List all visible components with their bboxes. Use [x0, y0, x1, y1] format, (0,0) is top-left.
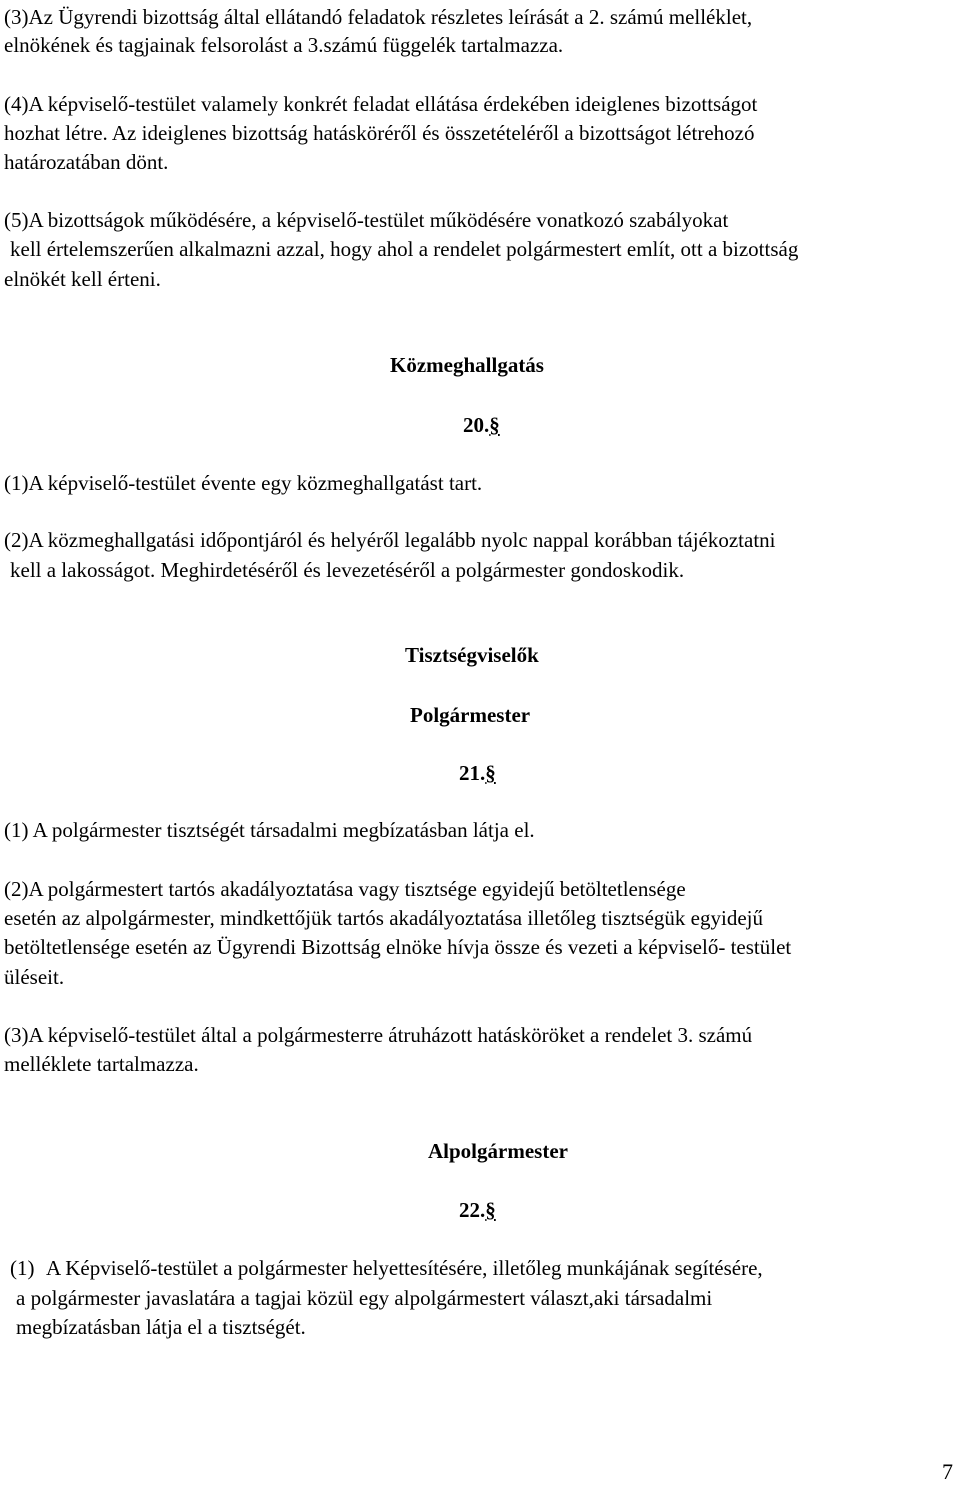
- section-21-paragraph-2-line-3: betöltetlensége esetén az Ügyrendi Bizottság elnöke hívja össze és vezeti a képviselő- testület: [4, 935, 792, 959]
- section-21-paragraph-3-line-2: melléklete tartalmazza.: [4, 1052, 199, 1076]
- paragraph-4-line-3: határozatában dönt.: [4, 150, 169, 174]
- section-sign: §: [485, 761, 496, 785]
- section-sign: §: [489, 413, 500, 437]
- section-22-paragraph-1-line-1: A Képviselő-testület a polgármester helyettesítésére, illetőleg munkájának segítésére,: [46, 1256, 763, 1280]
- section-21-paragraph-2-line-4: üléseit.: [4, 965, 65, 989]
- section-sign: §: [485, 1198, 496, 1222]
- section-22-paragraph-1-line-3: megbízatásban látja el a tisztségét.: [16, 1315, 306, 1339]
- section-20-paragraph-2-line-1: (2)A közmeghallgatási időpontjáról és helyéről legalább nyolc nappal korábban tájékoztatni: [4, 528, 776, 552]
- section-21-paragraph-1: (1) A polgármester tisztségét társadalmi megbízatásban látja el.: [4, 818, 535, 842]
- paragraph-3-line-1: (3)Az Ügyrendi bizottság által ellátandó feladatok részletes leírását a 2. számú melléklet,: [4, 5, 753, 29]
- section-22-paragraph-1-line-2: a polgármester javaslatára a tagjai közül egy alpolgármestert választ,aki társadalmi: [16, 1286, 713, 1310]
- paragraph-5-line-1: (5)A bizottságok működésére, a képviselő-testület működésére vonatkozó szabályokat: [4, 208, 729, 232]
- subheading-polgarmester: Polgármester: [410, 703, 531, 727]
- section-number-21: 21.§: [459, 761, 496, 785]
- section-22-paragraph-1-marker: (1): [10, 1256, 35, 1280]
- section-20-paragraph-2-line-2: kell a lakosságot. Meghirdetéséről és levezetéséről a polgármester gondoskodik.: [10, 558, 685, 582]
- section-number-20: 20.§: [463, 413, 500, 437]
- heading-tisztsegviselok: Tisztségviselők: [405, 643, 539, 667]
- section-21-paragraph-3-line-1: (3)A képviselő-testület által a polgármesterre átruházott hatásköröket a rendelet 3. számú: [4, 1023, 753, 1047]
- section-21-paragraph-2-line-2: esetén az alpolgármester, mindkettőjük tartós akadályoztatása illetőleg tisztségük egyidejű: [4, 906, 763, 930]
- paragraph-3-line-2: elnökének és tagjainak felsorolást a 3.számú függelék tartalmazza.: [4, 33, 564, 57]
- paragraph-4-line-2: hozhat létre. Az ideiglenes bizottság hatásköréről és összetételéről a bizottságot létrehozó: [4, 121, 755, 145]
- section-number-22: 22.§: [459, 1198, 496, 1222]
- heading-alpolgarmester: Alpolgármester: [428, 1139, 568, 1163]
- paragraph-4-line-1: (4)A képviselő-testület valamely konkrét feladat ellátása érdekében ideiglenes bizottságot: [4, 92, 758, 116]
- paragraph-5-line-3: elnökét kell érteni.: [4, 267, 161, 291]
- paragraph-5-line-2: kell értelemszerűen alkalmazni azzal, hogy ahol a rendelet polgármestert említ, ott a bizottság: [10, 237, 799, 261]
- page-number: 7: [942, 1459, 953, 1484]
- section-20-paragraph-1: (1)A képviselő-testület évente egy közmeghallgatást tart.: [4, 471, 483, 495]
- heading-kozmeghallgatas: Közmeghallgatás: [390, 353, 544, 377]
- section-21-paragraph-2-line-1: (2)A polgármestert tartós akadályoztatása vagy tisztsége egyidejű betöltetlensége: [4, 877, 686, 901]
